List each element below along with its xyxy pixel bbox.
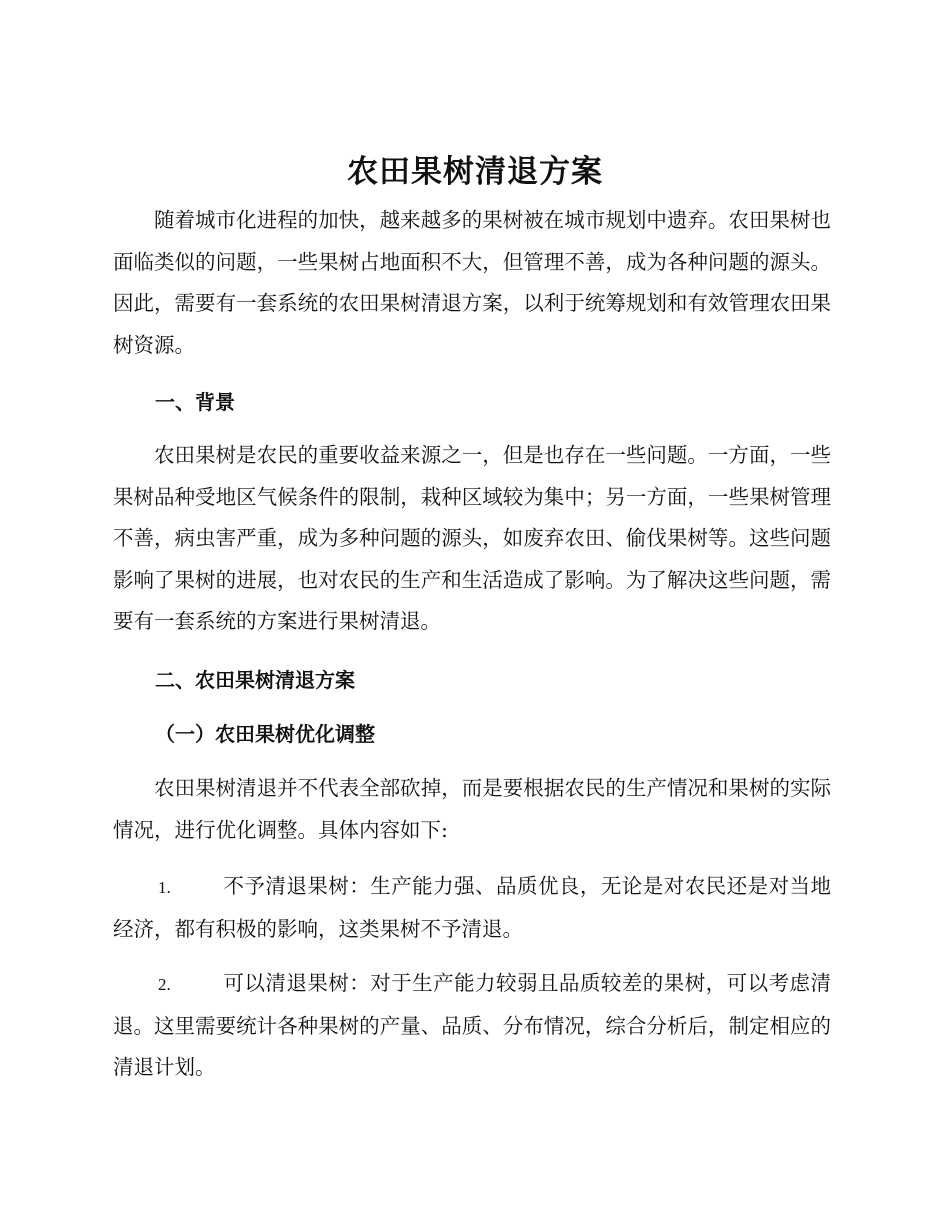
subsection-heading-optimization: （一）农田果树优化调整 [155,722,375,746]
intro-paragraph: 随着城市化进程的加快，越来越多的果树被在城市规划中遗弃。农田果树也面临类似的问题，一些果树占地面积不大，但管理不善，成为各种问题的源头。因此，需要有一套系统的农田果树清退方案，以利于统筹规划和有效管理农田果树资源。 [113,208,831,357]
section-heading-plan: 二、农田果树清退方案 [155,668,355,692]
document-title: 农田果树清退方案 [347,154,603,190]
list-item [113,866,831,950]
list-item-number: 1. [158,878,171,897]
list-item-text: 不予清退果树：生产能力强、品质优良，无论是对农民还是对当地经济，都有积极的影响，这类果树不予清退。 [113,874,831,941]
list-item-number: 2. [158,975,171,994]
background-paragraph: 农田果树是农民的重要收益来源之一，但是也存在一些问题。一方面，一些果树品种受地区气候条件的限制，栽种区域较为集中；另一方面，一些果树管理不善，病虫害严重，成为多种问题的源头，如废弃农田、偷伐果树等。这些问题影响了果树的进展，也对农民的生产和生活造成了影响。为了解决这些问题，需要有一套系统的方案进行果树清退。 [113,443,831,633]
list-item [113,963,831,1089]
list-item-text: 可以清退果树：对于生产能力较弱且品质较差的果树，可以考虑清退。这里需要统计各种果树的产量、品质、分布情况，综合分析后，制定相应的清退计划。 [113,971,831,1079]
optimization-paragraph: 农田果树清退并不代表全部砍掉，而是要根据农民的生产情况和果树的实际情况，进行优化调整。具体内容如下: [113,776,831,842]
section-heading-background: 一、背景 [155,390,235,414]
